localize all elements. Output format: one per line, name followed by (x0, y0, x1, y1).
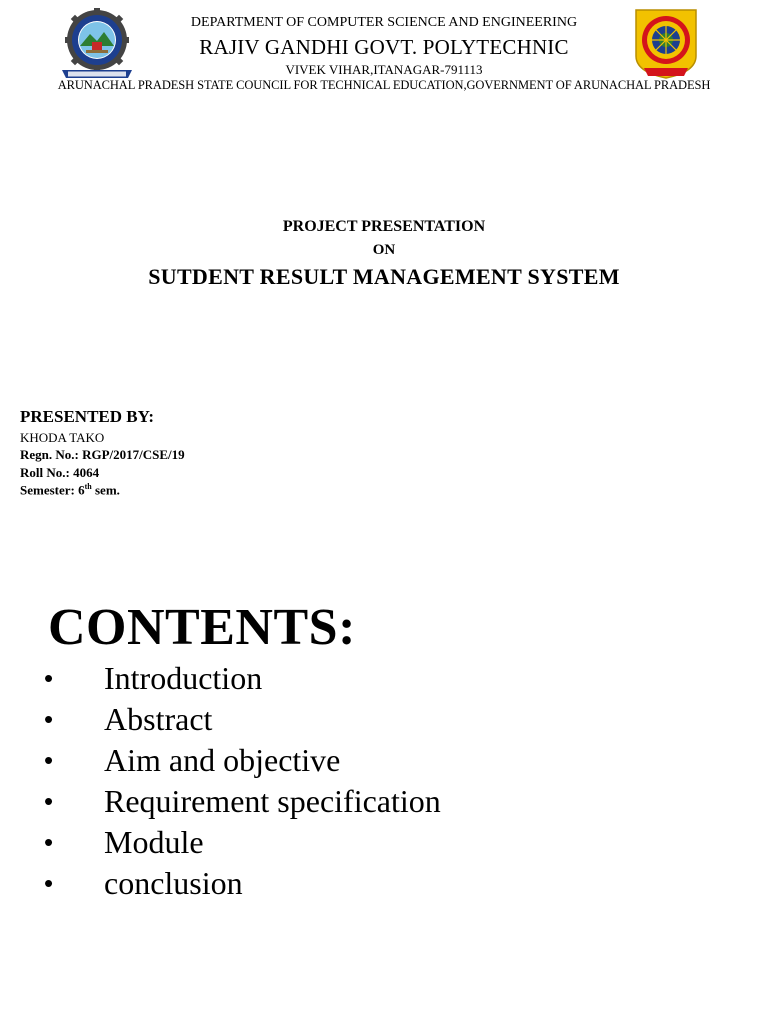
bullet-icon: • (44, 868, 54, 898)
college-name: RAJIV GANDHI GOVT. POLYTECHNIC (199, 35, 569, 59)
presentation-label: PROJECT PRESENTATION (282, 218, 486, 235)
bullet-icon: • (44, 827, 54, 857)
presenter-name: KHODA TAKO (20, 430, 105, 445)
contents-item-label: Aim and objective (104, 742, 341, 778)
semester-ordinal: th (84, 482, 92, 491)
contents-item-label: Module (104, 824, 204, 860)
roll-number: Roll No.: 4064 (20, 465, 100, 480)
college-address: VIVEK VIHAR,ITANAGAR-791113 (285, 62, 483, 77)
contents-item-label: Abstract (104, 701, 213, 737)
bullet-icon: • (44, 704, 54, 734)
semester-prefix: Semester: 6 (20, 482, 85, 498)
presented-by-heading: PRESENTED BY: (20, 407, 154, 426)
contents-item-label: Requirement specification (104, 783, 441, 819)
contents-heading: CONTENTS: (48, 599, 356, 656)
bullet-icon: • (44, 786, 54, 816)
project-title: SUTDENT RESULT MANAGEMENT SYSTEM (148, 264, 620, 289)
department-heading: DEPARTMENT OF COMPUTER SCIENCE AND ENGINEERING (190, 15, 578, 30)
contents-item-label: conclusion (104, 865, 243, 901)
bullet-icon: • (44, 745, 54, 775)
council-affiliation: ARUNACHAL PRADESH STATE COUNCIL FOR TECHNICAL EDUCATION,GOVERNMENT OF ARUNACHAL PRADESH (57, 78, 711, 92)
bullet-icon: • (44, 663, 54, 693)
presentation-on: ON (372, 242, 396, 258)
contents-item-label: Introduction (104, 660, 263, 696)
semester-info (20, 482, 120, 498)
registration-number: Regn. No.: RGP/2017/CSE/19 (20, 447, 185, 462)
semester-suffix: sem. (91, 482, 120, 498)
